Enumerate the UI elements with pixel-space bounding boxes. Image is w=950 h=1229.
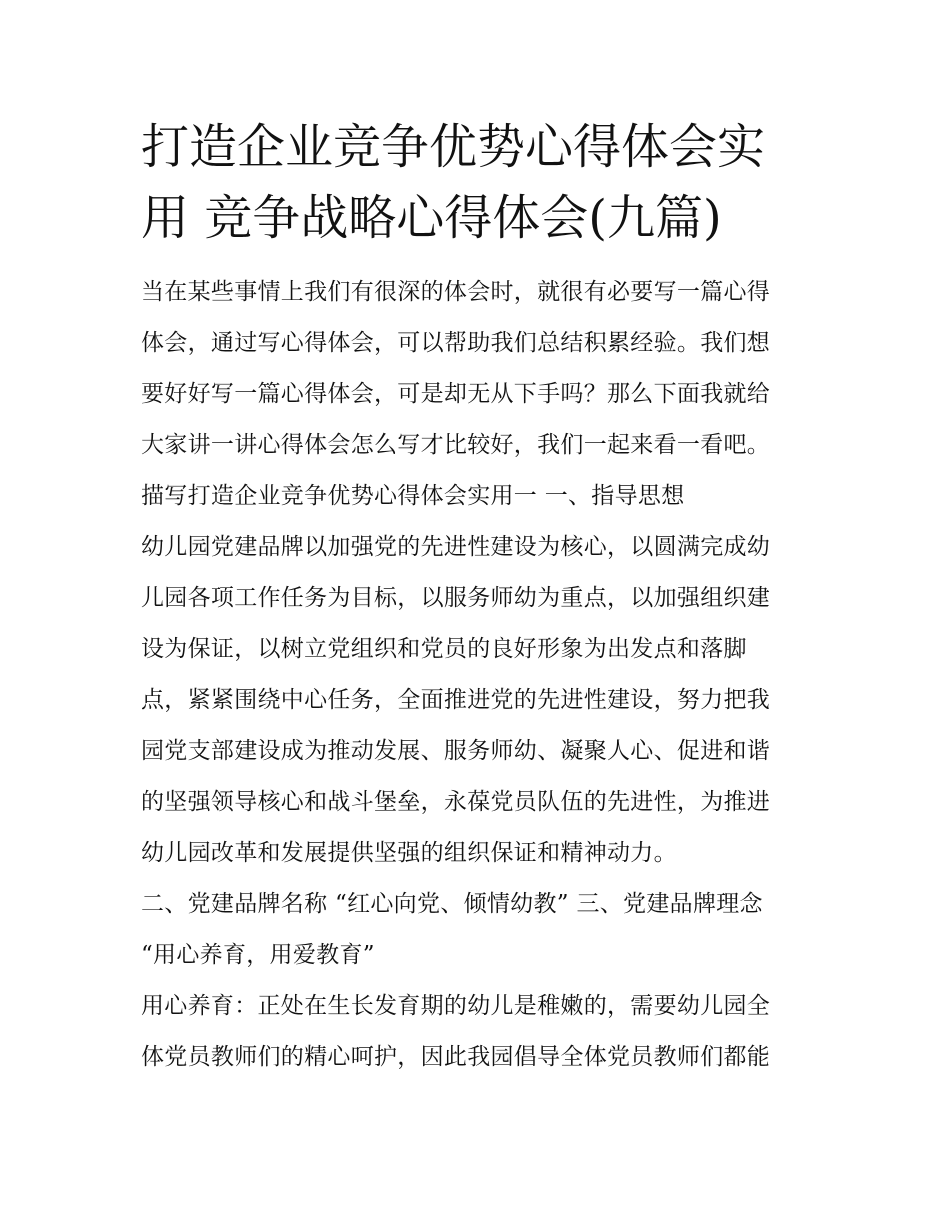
document-body <box>141 267 813 1083</box>
body-line: 体党员教师们的精心呵护，因此我园倡导全体党员教师们都能 <box>141 1044 771 1070</box>
body-line: 点，紧紧围绕中心任务，全面推进党的先进性建设，努力把我 <box>141 687 771 713</box>
body-line: 幼儿园改革和发展提供坚强的组织保证和精神动力。 <box>141 840 677 866</box>
document-title <box>141 112 813 254</box>
body-line: 要好好写一篇心得体会，可是却无从下手吗？那么下面我就给 <box>141 381 771 407</box>
title-line-1: 打造企业竞争优势心得体会实 <box>141 119 766 175</box>
section-heading-line: 描写打造企业竞争优势心得体会实用一 一、指导思想 <box>141 483 685 509</box>
body-line: 儿园各项工作任务为目标，以服务师幼为重点，以加强组织建 <box>141 585 771 611</box>
body-line: 大家讲一讲心得体会怎么写才比较好，我们一起来看一看吧。 <box>141 432 771 458</box>
body-line: 幼儿园党建品牌以加强党的先进性建设为核心，以圆满完成幼 <box>141 534 771 560</box>
body-line: 当在某些事情上我们有很深的体会时，就很有必要写一篇心得 <box>141 279 771 305</box>
body-line: 的坚强领导核心和战斗堡垒，永葆党员队伍的先进性，为推进 <box>141 789 771 815</box>
body-line: 用心养育：正处在生长发育期的幼儿是稚嫩的，需要幼儿园全 <box>141 993 771 1019</box>
document-content <box>141 112 813 1083</box>
body-line: 体会，通过写心得体会，可以帮助我们总结积累经验。我们想 <box>141 330 771 356</box>
title-line-2: 用 竞争战略心得体会(九篇) <box>141 190 722 246</box>
body-line: 园党支部建设成为推动发展、服务师幼、凝聚人心、促进和谐 <box>141 738 771 764</box>
body-line: 设为保证，以树立党组织和党员的良好形象为出发点和落脚 <box>141 636 747 662</box>
body-line: “用心养育，用爱教育” <box>141 942 375 968</box>
section-heading-line: 二、党建品牌名称 “红心向党、倾情幼教” 三、党建品牌理念 <box>141 891 763 917</box>
